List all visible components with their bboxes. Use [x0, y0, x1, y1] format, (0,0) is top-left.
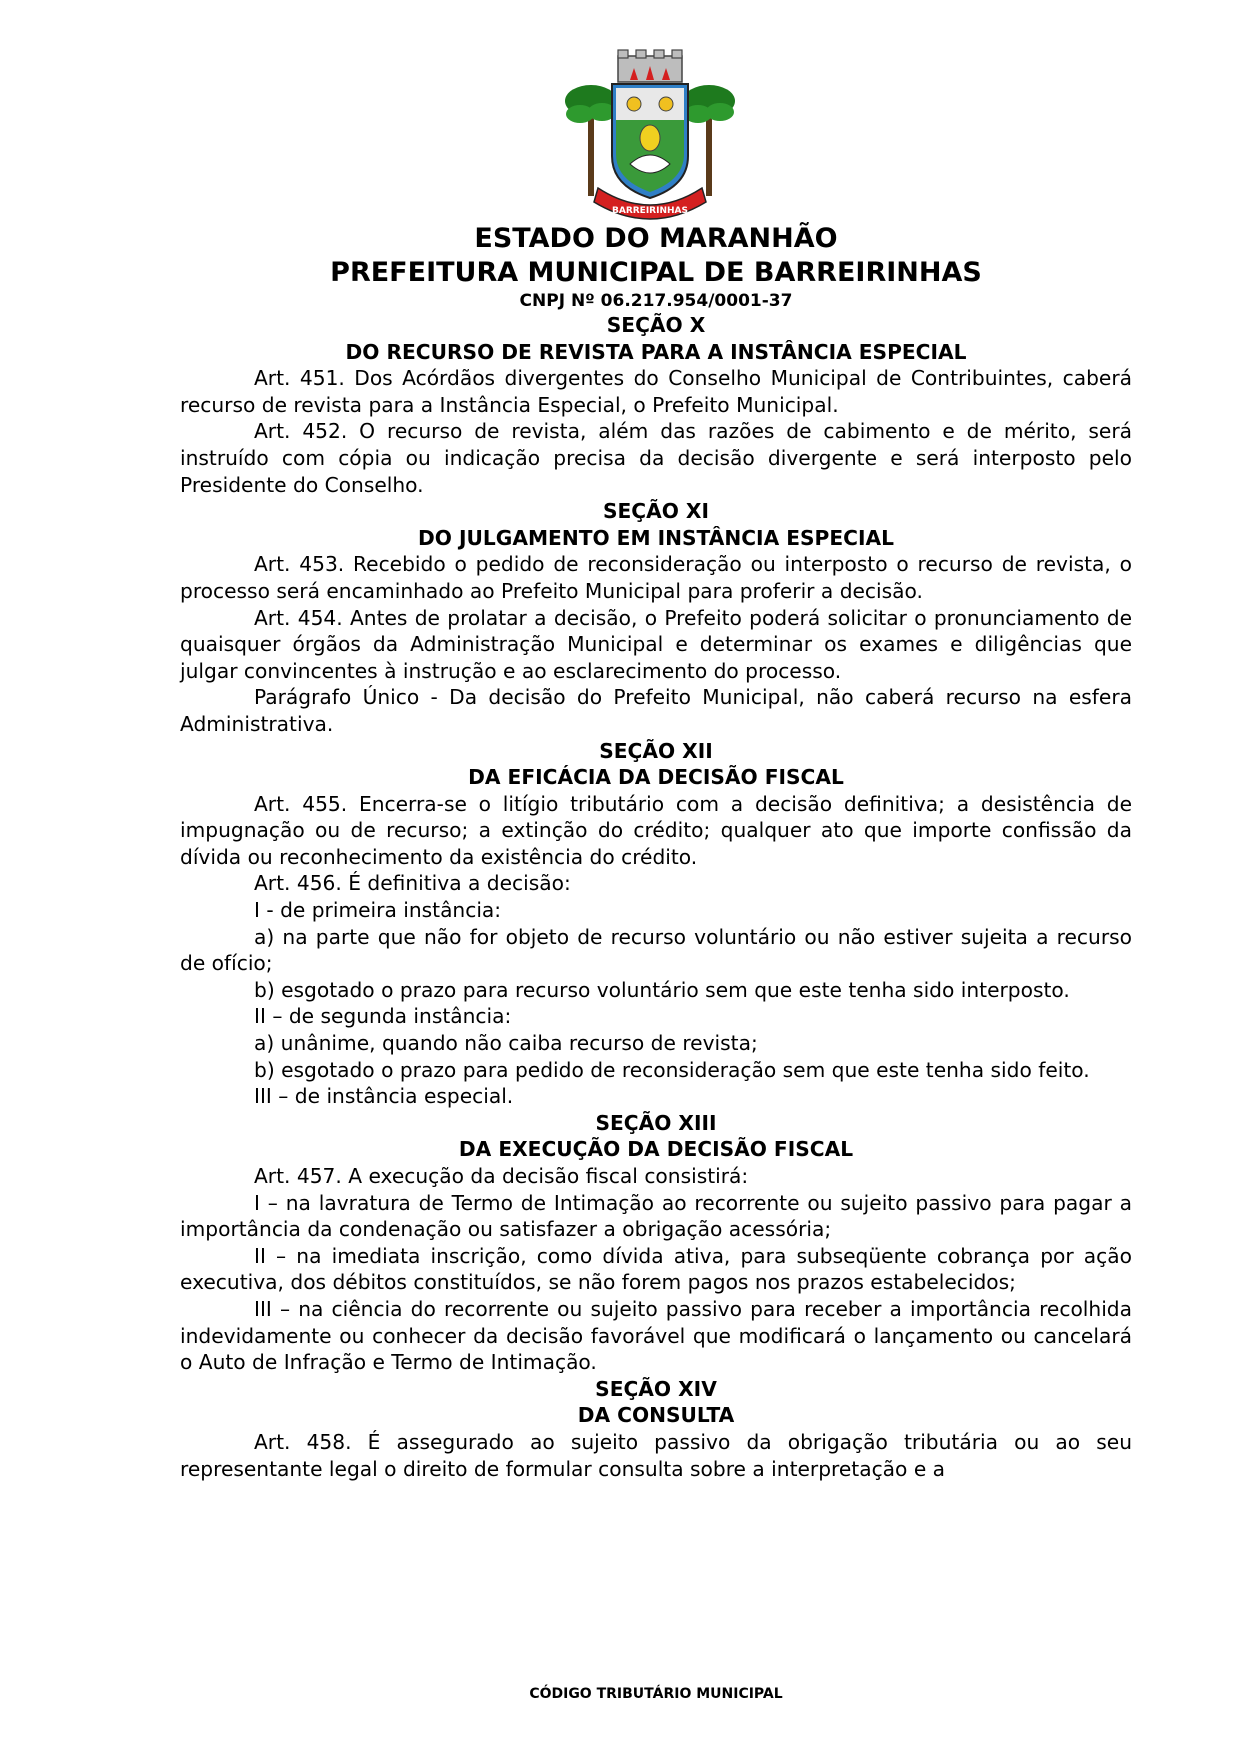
section — [180, 1110, 1132, 1376]
header-city: PREFEITURA MUNICIPAL DE BARREIRINHAS — [330, 257, 982, 288]
paragraph: Art. 456. É definitiva a decisão: — [254, 871, 571, 896]
paragraph: Art. 451. Dos Acórdãos divergentes do Conselho Municipal de Contribuintes, caberá recurso de revista para a Instância Especial, o Prefeito Municipal. — [180, 366, 1132, 417]
section-title: SEÇÃO XIV — [595, 1376, 717, 1401]
section-subtitle: DA EXECUÇÃO DA DECISÃO FISCAL — [458, 1137, 854, 1162]
document-body — [180, 312, 1132, 1482]
section-subtitle: DA CONSULTA — [577, 1403, 735, 1428]
section-title: SEÇÃO X — [606, 313, 706, 337]
section — [180, 312, 1132, 498]
paragraph: I - de primeira instância: — [254, 898, 502, 923]
paragraph: I – na lavratura de Termo de Intimação ao recorrente ou sujeito passivo para pagar a importância da condenação ou satisfazer a obrigação acessória; — [180, 1190, 1132, 1242]
section-title: SEÇÃO XI — [602, 499, 710, 524]
page-footer: CÓDIGO TRIBUTÁRIO MUNICIPAL — [529, 1686, 783, 1702]
paragraph: Art. 452. O recurso de revista, além das razões de cabimento e de mérito, será instruído com cópia ou indicação precisa da decisão divergente e será interposto pelo Presidente do Conselho. — [180, 419, 1132, 497]
section-title: SEÇÃO XIII — [595, 1110, 717, 1135]
paragraph: a) unânime, quando não caiba recurso de revista; — [254, 1031, 758, 1056]
paragraph: Art. 454. Antes de prolatar a decisão, o Prefeito poderá solicitar o pronunciamento de quaisquer órgãos da Administração Municipal e determinar os exames e diligências que julgar convincentes à instrução e ao esclarecimento do processo. — [180, 605, 1132, 683]
header-cnpj: CNPJ Nº 06.217.954/0001-37 — [519, 291, 793, 311]
paragraph: Parágrafo Único - Da decisão do Prefeito Municipal, não caberá recurso na esfera Administrativa. — [180, 685, 1132, 736]
svg-text:BARREIRINHAS: BARREIRINHAS — [612, 206, 688, 216]
section — [180, 498, 1132, 737]
paragraph: a) na parte que não for objeto de recurso voluntário ou não estiver sujeita a recurso de ofício; — [180, 924, 1132, 976]
paragraph: b) esgotado o prazo para recurso voluntário sem que este tenha sido interposto. — [254, 977, 1070, 1002]
section-title: SEÇÃO XII — [599, 738, 713, 763]
section — [180, 1376, 1132, 1482]
shield-icon — [612, 84, 688, 198]
section — [180, 738, 1132, 1110]
mural-crown-icon — [618, 50, 682, 82]
paragraph: II – na imediata inscrição, como dívida ativa, para subseqüente cobrança por ação executiva, dos débitos constituídos, se não forem pagos nos prazos estabelecidos; — [180, 1243, 1132, 1295]
palm-tree-right-icon — [683, 85, 735, 196]
palm-tree-left-icon — [565, 85, 617, 196]
paragraph: III – de instância especial. — [254, 1084, 514, 1109]
paragraph: Art. 457. A execução da decisão fiscal consistirá: — [254, 1164, 749, 1188]
municipal-coat-of-arms-icon — [560, 46, 740, 226]
section-subtitle: DO JULGAMENTO EM INSTÂNCIA ESPECIAL — [418, 525, 894, 550]
paragraph: b) esgotado o prazo para pedido de reconsideração sem que este tenha sido feito. — [254, 1057, 1090, 1082]
paragraph: III – na ciência do recorrente ou sujeito passivo para receber a importância recolhida indevidamente ou conhecer da decisão favorável que modificará o lançamento ou cancelará o Auto de Infração e Termo de Intimação. — [180, 1296, 1132, 1375]
section-subtitle: DA EFICÁCIA DA DECISÃO FISCAL — [468, 765, 844, 790]
section-subtitle: DO RECURSO DE REVISTA PARA A INSTÂNCIA ESPECIAL — [345, 339, 967, 364]
paragraph: Art. 455. Encerra-se o litígio tributário com a decisão definitiva; a desistência de impugnação ou de recurso; a extinção do crédito; qualquer ato que importe confissão da dívida ou reconhecimento da existência do crédito. — [180, 791, 1132, 869]
paragraph: II – de segunda instância: — [254, 1004, 512, 1029]
header-state: ESTADO DO MARANHÃO — [474, 223, 838, 254]
paragraph: Art. 453. Recebido o pedido de reconsideração ou interposto o recurso de revista, o processo será encaminhado ao Prefeito Municipal para proferir a decisão. — [180, 552, 1132, 603]
paragraph: Art. 458. É assegurado ao sujeito passivo da obrigação tributária ou ao seu representante legal o direito de formular consulta sobre a interpretação e a — [180, 1429, 1132, 1481]
